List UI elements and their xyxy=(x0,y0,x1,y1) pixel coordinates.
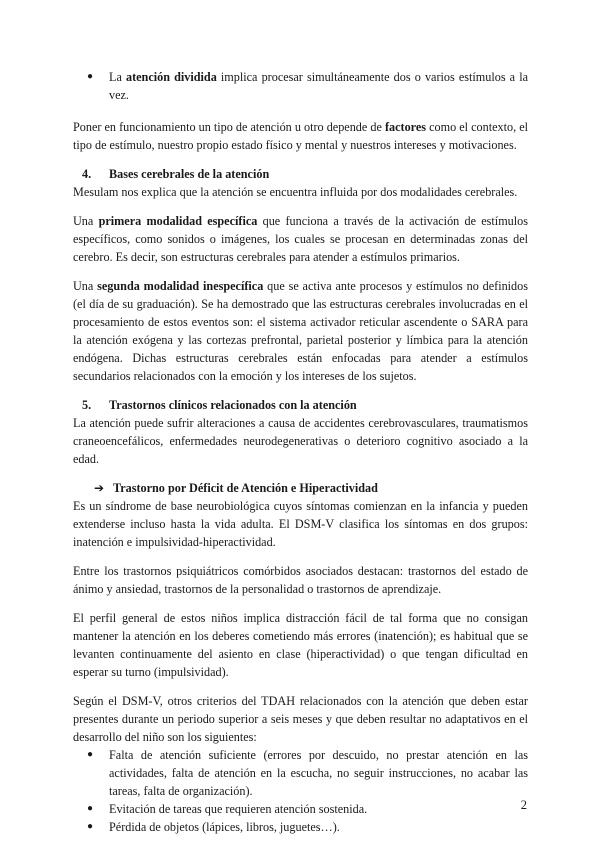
paragraph-tdah-comorbidity: Entre los trastornos psiquiátricos comórbidos asociados destacan: trastornos del estado de ánimo y ansiedad, trastornos de la personalidad o trastornos de aprendizaje. xyxy=(73,564,528,596)
bullet-icon: ● xyxy=(87,71,94,82)
bullet-icon: ● xyxy=(87,749,94,760)
list-item: ● Pérdida de objetos (lápices, libros, juguetes…). xyxy=(87,820,340,834)
section-heading-5: 5. Trastornos clínicos relacionados con la atención xyxy=(82,398,357,412)
paragraph-section4-intro: Mesulam nos explica que la atención se encuentra influida por dos modalidades cerebrales. xyxy=(73,185,518,199)
bullet-list-criteria xyxy=(73,746,528,836)
paragraph-factores: Poner en funcionamiento un tipo de atención u otro depende de factores como el contexto, el tipo de estímulo, nuestro propio estado físico y mental y nuestros intereses y motivaciones. xyxy=(73,120,528,152)
bold-term: primera modalidad específica xyxy=(98,214,258,228)
bold-term: segunda modalidad inespecífica xyxy=(97,279,264,293)
page-number: 2 xyxy=(520,798,527,812)
bold-term: atención dividida xyxy=(125,70,217,84)
section-heading-4: 4. Bases cerebrales de la atención xyxy=(82,167,270,181)
arrow-right-icon: ➔ xyxy=(94,481,105,495)
paragraph-section5-intro: La atención puede sufrir alteraciones a causa de accidentes cerebrovasculares, traumatismos craneoencefálicos, enfermedades neurodegenerativas o deterioro cognitivo asociado a la edad. xyxy=(73,416,528,466)
page-content xyxy=(73,68,528,836)
list-item: ● Falta de atención suficiente (errores por descuido, no prestar atención en las actividades, falta de atención en la escucha, no seguir instrucciones, no acabar las tareas, falta de organización). xyxy=(87,748,528,798)
subsection-heading-tdah: ➔ Trastorno por Déficit de Atención e Hiperactividad xyxy=(94,481,378,495)
bullet-icon: ● xyxy=(87,821,94,832)
paragraph-tdah-criteria: Según el DSM-V, otros criterios del TDAH relacionados con la atención que deben estar presentes durante un periodo superior a seis meses y que deben resultar no adaptativos en el desarrollo del niño son los siguientes: xyxy=(73,694,528,744)
paragraph-primera-modalidad: Una primera modalidad específica que funciona a través de la activación de estímulos específicos, como sonidos o imágenes, los cuales se procesan en determinadas zonas del cerebro. Es decir, son estructuras cerebrales para atender a estímulos primarios. xyxy=(73,214,528,264)
list-item: ● Evitación de tareas que requieren atención sostenida. xyxy=(87,802,368,816)
paragraph-segunda-modalidad: Una segunda modalidad inespecífica que se activa ante procesos y estímulos no definidos (el día de su graduación). Se ha demostrado que las estructuras cerebrales involucradas en el procesamiento de estos eventos son: el sistema activador reticular ascendente o SARA para la atención exógena y las cortezas prefrontal, parietal posterior y límbica para la atención endógena. Dichas estructuras cerebrales están enfocadas para atender a estímulos secundarios relacionados con la emoción y los intereses de los sujetos. xyxy=(73,279,528,383)
bullet-icon: ● xyxy=(87,803,94,814)
bold-term: factores xyxy=(384,120,427,134)
paragraph-tdah-profile: El perfil general de estos niños implica distracción fácil de tal forma que no consigan mantener la atención en los deberes cometiendo más errores (inatención); es habitual que se levanten continuamente del asiento en clase (hiperactividad) o que tengan dificultad en esperar su turno (impulsividad). xyxy=(73,611,528,679)
bullet-list-attention xyxy=(73,68,528,104)
list-item: ● La atención dividida implica procesar simultáneamente dos o varios estímulos a la vez. xyxy=(87,70,529,102)
paragraph-tdah-definition: Es un síndrome de base neurobiológica cuyos síntomas comienzan en la infancia y pueden extenderse incluso hasta la vida adulta. El DSM-V clasifica los síntomas en dos grupos: inatención e impulsividad-hiperactividad. xyxy=(73,499,528,549)
